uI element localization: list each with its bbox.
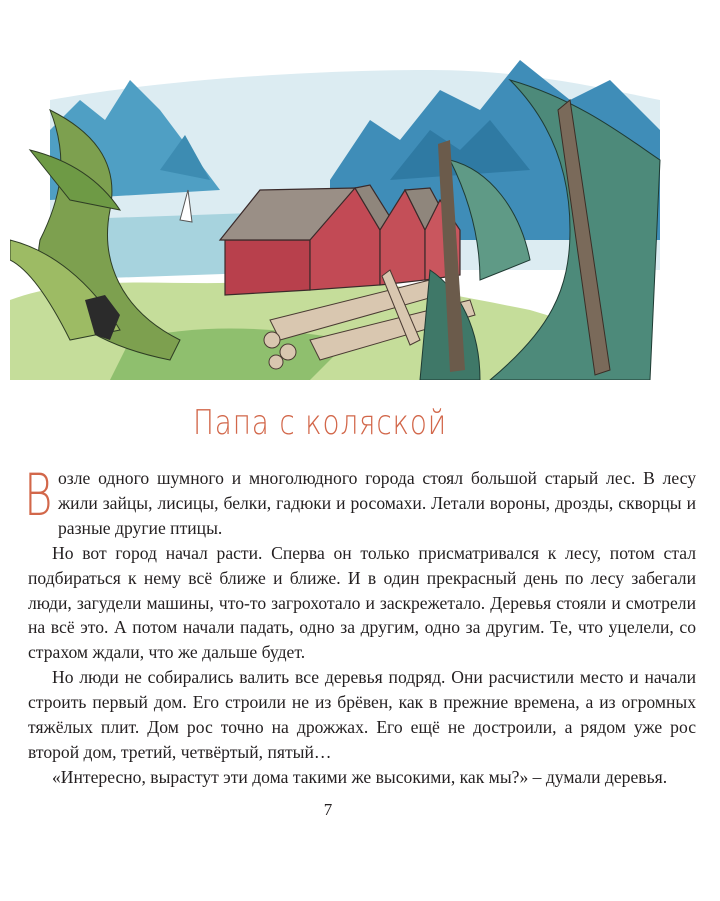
chapter-title: Папа с коляской <box>193 403 447 443</box>
paragraph-3: Но люди не собирались валить все деревья подряд. Они расчистили место и начали строить первый дом. Его строили не из брёвен, как в прежние времена, а из огромных тяжёлых плит. Дом рос точно на дрожжах. Его ещё не достроили, а рядом уже рос второй дом, третий, четвёртый, пятый… <box>28 667 696 762</box>
page-number: 7 <box>323 800 333 819</box>
paragraph-2: Но вот город начал расти. Сперва он только присматривался к лесу, потом стал подбираться к нему всё ближе и ближе. И в один прекрасный день по лесу забегали люди, загудели машины, что-то загрохотало и заскрежетало. Деревья стояли и смотрели на всё это. А потом начали падать, одно за другим, одно за другим. Те, что уцелели, со страхом ждали, что же дальше будет. <box>28 542 696 663</box>
paragraph-1 <box>24 461 696 541</box>
chapter-text <box>24 461 696 790</box>
illustration-drawing <box>10 40 670 380</box>
paragraph-4: «Интересно, вырастут эти дома такими же высокими, как мы?» – думали деревья. <box>52 766 668 787</box>
forest-house-illustration <box>10 40 670 380</box>
paragraph-1-text: озле одного шумного и многолюдного города стоял большой старый лес. В лесу жили зайцы, лисицы, белки, гадюки и росомахи. Летали вороны, дрозды, скворцы и разные другие птицы. <box>58 468 696 538</box>
drop-cap: В <box>24 461 53 529</box>
